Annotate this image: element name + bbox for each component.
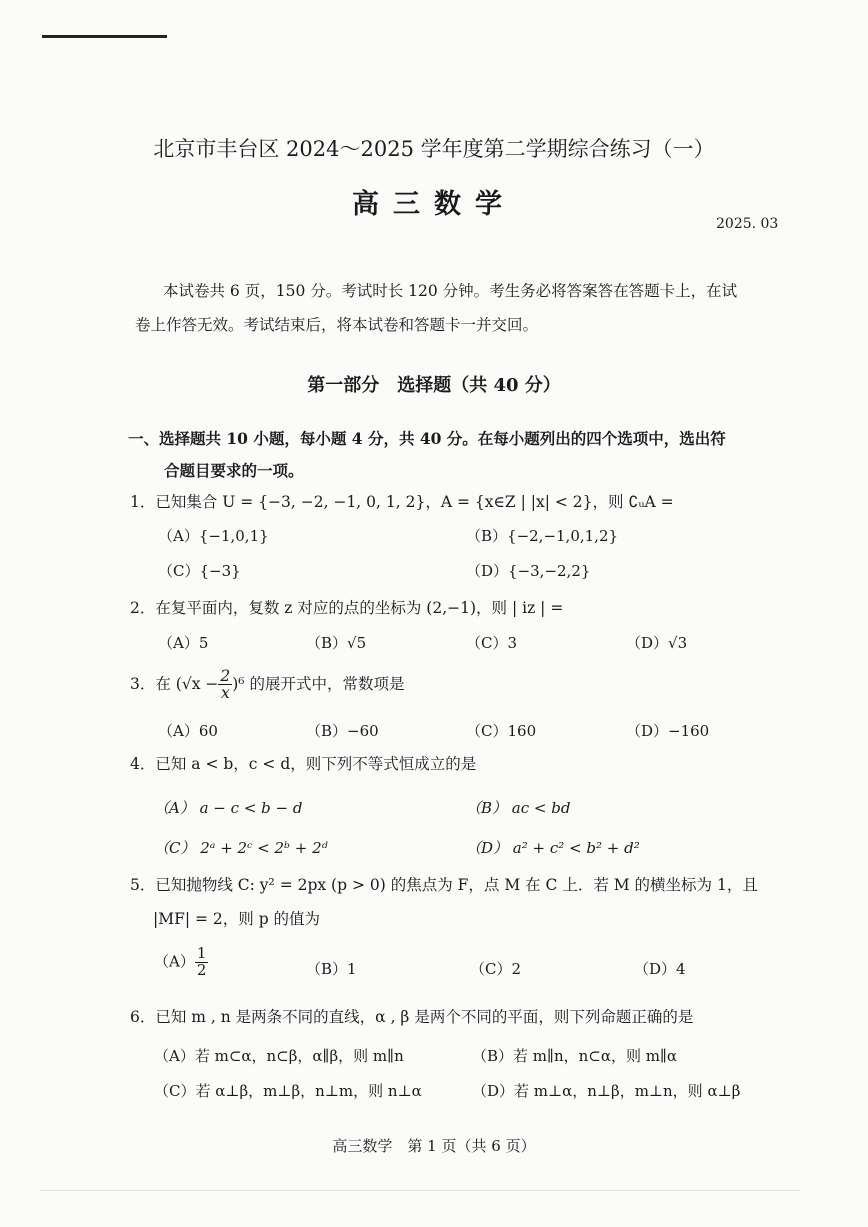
fraction-numerator: 1 [196, 944, 207, 962]
question-1-option-d: （D）{−3,−2,2} [466, 562, 591, 580]
question-2-option-b: （B）√5 [306, 634, 367, 652]
question-6-stem: 6．已知 m , n 是两条不同的直线，α , β 是两个不同的平面，则下列命题正确的是 [130, 1008, 694, 1026]
question-1-option-c: （C）{−3} [158, 562, 241, 580]
question-6-option-b: （B）若 m∥n，n⊂α，则 m∥α [472, 1047, 678, 1065]
question-5-option-c: （C）2 [470, 960, 522, 978]
question-3-stem-post: )⁶ 的展开式中，常数项是 [232, 674, 405, 693]
question-1-option-b: （B）{−2,−1,0,1,2} [466, 527, 619, 545]
question-3-stem [130, 668, 404, 702]
intro-line-1: 本试卷共 6 页，150 分。考试时长 120 分钟。考生务必将答案答在答题卡上，在试 [163, 282, 738, 300]
exam-title: 北京市丰台区 2024～2025 学年度第二学期综合练习（一） [153, 137, 715, 161]
question-6-option-d: （D）若 m⊥α，n⊥β，m⊥n，则 α⊥β [472, 1082, 741, 1100]
fraction-numerator: 2 [220, 667, 231, 685]
question-5-option-a-fraction [195, 946, 209, 979]
page-footer: 高三数学 第 1 页（共 6 页） [332, 1137, 536, 1155]
question-4-option-c: （C） 2ᵃ + 2ᶜ < 2ᵇ + 2ᵈ [154, 839, 328, 857]
part-title: 第一部分 选择题（共 40 分） [307, 375, 561, 396]
question-2-option-c: （C）3 [466, 634, 518, 652]
intro-line-2: 卷上作答无效。考试结束后，将本试卷和答题卡一并交回。 [135, 316, 539, 334]
question-5-stem-line-1: 5．已知抛物线 C: y² = 2px (p > 0) 的焦点为 F，点 M 在 C 上．若 M 的横坐标为 1，且 [130, 876, 758, 894]
question-5-option-b: （B）1 [306, 960, 357, 978]
question-6-option-a: （A）若 m⊂α，n⊂β，α∥β，则 m∥n [154, 1047, 404, 1065]
fraction-denominator: 2 [196, 960, 207, 979]
question-3-option-d: （D）−160 [626, 722, 710, 740]
section-instructions-2: 合题目要求的一项。 [164, 461, 304, 480]
exam-date: 2025. 03 [716, 216, 779, 232]
question-1-option-a: （A）{−1,0,1} [158, 527, 269, 545]
bottom-rule [40, 1190, 800, 1191]
section-instructions-1: 一、选择题共 10 小题，每小题 4 分，共 40 分。在每小题列出的四个选项中，选出符 [128, 429, 726, 448]
question-3-option-b: （B）−60 [306, 722, 379, 740]
question-2-stem: 2．在复平面内，复数 z 对应的点的坐标为 (2,−1)，则 | iz | = [130, 599, 564, 617]
question-2-option-d: （D）√3 [626, 634, 688, 652]
question-5-stem-line-2: |MF| = 2，则 p 的值为 [153, 910, 321, 928]
top-rule [42, 35, 167, 38]
question-3-option-a: （A）60 [158, 722, 218, 740]
question-4-stem: 4．已知 a < b，c < d，则下列不等式恒成立的是 [130, 755, 477, 773]
question-5-option-a [154, 946, 208, 979]
question-4-option-d: （D） a² + c² < b² + d² [466, 839, 640, 857]
question-3-stem-pre: 3．在 (√x − [130, 674, 219, 693]
fraction-denominator: x [220, 684, 230, 703]
question-4-option-b: （B） ac < bd [466, 799, 571, 817]
question-3-fraction [218, 668, 232, 702]
question-4-option-a: （A） a − c < b − d [154, 799, 303, 817]
question-6-option-c: （C）若 α⊥β，m⊥β，n⊥m，则 n⊥α [154, 1082, 422, 1100]
subject-title: 高三数学 [352, 189, 516, 220]
question-5-option-d: （D）4 [634, 960, 686, 978]
question-5-option-a-label: （A） [154, 952, 195, 971]
question-2-option-a: （A）5 [158, 634, 209, 652]
question-1-stem: 1．已知集合 U = {−3, −2, −1, 0, 1, 2}，A = {x∈Z | |x| < 2}，则 ∁ᵤA = [130, 493, 674, 511]
question-3-option-c: （C）160 [466, 722, 537, 740]
